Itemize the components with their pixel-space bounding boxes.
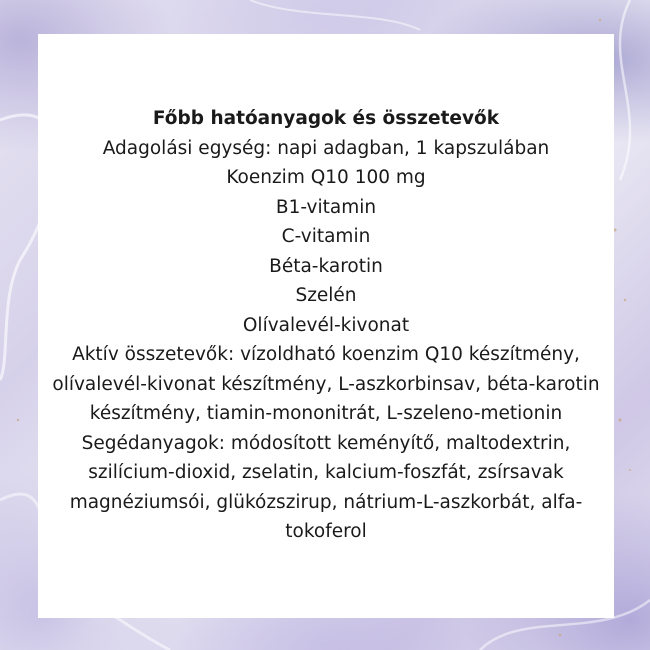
excipients-line: Segédanyagok: módosított keményítő, maltodextrin, [81, 432, 571, 454]
ingredient-line: Szelén [295, 285, 357, 306]
info-card [38, 34, 614, 618]
ingredients-text [38, 104, 614, 547]
ingredient-line: B1-vitamin [275, 196, 377, 218]
ingredient-line: Béta-karotin [269, 255, 383, 277]
excipients-line: tokoferol [285, 521, 367, 542]
ingredients-heading: Főbb hatóanyagok és összetevők [152, 108, 500, 129]
active-ingredients-line: olívalevél-kivonat készítmény, L-aszkorbinsav, béta-karotin [52, 373, 600, 395]
ingredient-line: Olívalevél-kivonat [242, 314, 410, 336]
ingredient-line: Koenzim Q10 100 mg [226, 167, 426, 188]
excipients-line: szilícium-dioxid, zselatin, kalcium-foszfát, zsírsavak [88, 462, 564, 483]
active-ingredients-line: Aktív összetevők: vízoldható koenzim Q10 készítmény, [72, 344, 580, 365]
active-ingredients-line: készítmény, tiamin-mononitrát, L-szeleno-metionin [89, 403, 563, 424]
excipients-line: magnéziumsói, glükózszirup, nátrium-L-aszkorbát, alfa- [69, 491, 583, 513]
ingredient-line: C-vitamin [281, 226, 371, 247]
dosage-unit-line: Adagolási egység: napi adagban, 1 kapszulában [102, 137, 550, 159]
